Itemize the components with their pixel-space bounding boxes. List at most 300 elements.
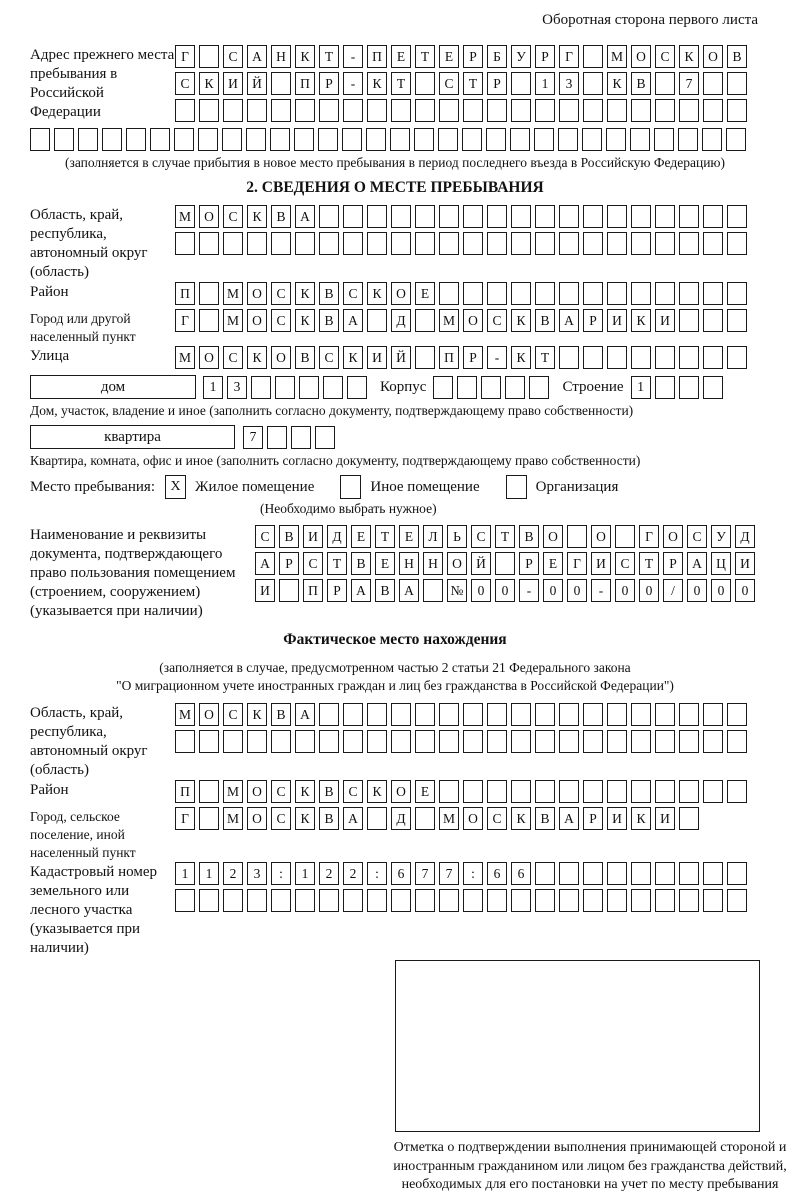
char-cell: [703, 703, 723, 726]
char-cell: С: [271, 807, 291, 830]
char-cell: Г: [175, 45, 195, 68]
char-cell: Т: [415, 45, 435, 68]
char-cell: 7: [415, 862, 435, 885]
char-cell: /: [663, 579, 683, 602]
char-cell: К: [247, 346, 267, 369]
page-side-note: Оборотная сторона первого листа: [542, 12, 758, 28]
char-cell: [439, 730, 459, 753]
char-cell: С: [271, 309, 291, 332]
char-cell: [559, 862, 579, 885]
char-cell: [631, 780, 651, 803]
char-cell: [559, 232, 579, 255]
char-cell: [367, 889, 387, 912]
char-cell: Ь: [447, 525, 467, 548]
char-cell: [415, 346, 435, 369]
char-cell: 2: [319, 862, 339, 885]
house-block: [30, 375, 760, 399]
char-cell: О: [247, 807, 267, 830]
char-cell: [463, 703, 483, 726]
char-cell: [271, 72, 291, 95]
char-cell: К: [511, 807, 531, 830]
document-row-1: [255, 525, 760, 548]
char-cell: [247, 730, 267, 753]
char-cell: Т: [535, 346, 555, 369]
char-cell: А: [343, 309, 363, 332]
apartment-block: [30, 425, 760, 449]
char-cell: [727, 730, 747, 753]
char-cell: [655, 346, 675, 369]
district-row: [175, 282, 760, 305]
document-block: [30, 525, 760, 621]
char-cell: [439, 282, 459, 305]
char-cell: О: [463, 807, 483, 830]
char-cell: М: [175, 703, 195, 726]
char-cell: С: [319, 346, 339, 369]
char-cell: [487, 99, 507, 122]
city-row: [175, 309, 760, 332]
char-cell: [247, 99, 267, 122]
char-cell: [511, 282, 531, 305]
city-label: Город или другой населенный пункт: [30, 311, 136, 344]
char-cell: М: [223, 807, 243, 830]
char-cell: [438, 128, 458, 151]
char-cell: [535, 703, 555, 726]
char-cell: [295, 889, 315, 912]
char-cell: [703, 376, 723, 399]
char-cell: [583, 889, 603, 912]
char-cell: С: [343, 282, 363, 305]
char-cell: С: [303, 552, 323, 575]
char-cell: [583, 99, 603, 122]
char-cell: [78, 128, 98, 151]
char-cell: [703, 99, 723, 122]
prev-address-label: Адрес прежнего места пребывания в Российской Федерации: [30, 47, 175, 120]
char-cell: [463, 730, 483, 753]
char-cell: С: [487, 309, 507, 332]
char-cell: 0: [615, 579, 635, 602]
char-cell: -: [591, 579, 611, 602]
char-cell: В: [351, 552, 371, 575]
char-cell: 1: [535, 72, 555, 95]
char-cell: Г: [175, 309, 195, 332]
char-cell: [727, 346, 747, 369]
char-cell: О: [247, 780, 267, 803]
char-cell: [535, 205, 555, 228]
char-cell: [126, 128, 146, 151]
char-cell: О: [391, 282, 411, 305]
char-cell: К: [247, 205, 267, 228]
char-cell: К: [607, 72, 627, 95]
char-cell: [391, 889, 411, 912]
char-cell: [246, 128, 266, 151]
char-cell: [726, 128, 746, 151]
char-cell: И: [223, 72, 243, 95]
char-cell: О: [271, 346, 291, 369]
char-cell: [294, 128, 314, 151]
char-cell: [727, 780, 747, 803]
char-cell: В: [535, 309, 555, 332]
house-box-label: дом: [30, 375, 196, 399]
char-cell: [679, 807, 699, 830]
char-cell: [582, 128, 602, 151]
char-cell: Е: [415, 780, 435, 803]
char-cell: [487, 889, 507, 912]
char-cell: Г: [639, 525, 659, 548]
char-cell: М: [175, 346, 195, 369]
char-cell: [655, 99, 675, 122]
actual-city-block: [30, 807, 760, 862]
char-cell: 0: [543, 579, 563, 602]
char-cell: [655, 889, 675, 912]
char-cell: [439, 205, 459, 228]
street-block: [30, 346, 760, 373]
char-cell: [414, 128, 434, 151]
char-cell: [511, 703, 531, 726]
stay-type-note: (Необходимо выбрать нужное): [260, 501, 437, 516]
char-cell: [199, 730, 219, 753]
char-cell: [558, 128, 578, 151]
char-cell: [367, 703, 387, 726]
char-cell: О: [199, 205, 219, 228]
char-cell: Т: [327, 552, 347, 575]
char-cell: Р: [463, 346, 483, 369]
char-cell: Р: [279, 552, 299, 575]
stay-type-block: [30, 475, 760, 499]
char-cell: Т: [639, 552, 659, 575]
char-cell: О: [463, 309, 483, 332]
char-cell: [315, 426, 335, 449]
char-cell: Д: [735, 525, 755, 548]
char-cell: К: [247, 703, 267, 726]
char-cell: [727, 72, 747, 95]
char-cell: [271, 99, 291, 122]
char-cell: 7: [679, 72, 699, 95]
char-cell: К: [367, 282, 387, 305]
char-cell: [175, 889, 195, 912]
char-cell: [30, 128, 50, 151]
char-cell: Й: [391, 346, 411, 369]
char-cell: [727, 862, 747, 885]
char-cell: [511, 72, 531, 95]
char-cell: [559, 99, 579, 122]
char-cell: [319, 99, 339, 122]
option-inoe-label: Иное помещение: [370, 478, 480, 495]
char-cell: [423, 579, 443, 602]
prev-address-row-1: [175, 45, 760, 68]
char-cell: [198, 128, 218, 151]
char-cell: В: [319, 282, 339, 305]
char-cell: [559, 889, 579, 912]
char-cell: [247, 232, 267, 255]
char-cell: [631, 99, 651, 122]
char-cell: [150, 128, 170, 151]
char-cell: [391, 205, 411, 228]
char-cell: [199, 780, 219, 803]
char-cell: [511, 99, 531, 122]
house-note: Дом, участок, владение и иное (заполнить согласно документу, подтверждающему право собственности): [30, 403, 634, 418]
char-cell: [295, 232, 315, 255]
char-cell: [727, 99, 747, 122]
char-cell: 0: [495, 579, 515, 602]
char-cell: 7: [243, 426, 263, 449]
char-cell: И: [735, 552, 755, 575]
char-cell: А: [399, 579, 419, 602]
char-cell: Б: [487, 45, 507, 68]
char-cell: [415, 889, 435, 912]
char-cell: [318, 128, 338, 151]
char-cell: [343, 730, 363, 753]
char-cell: [703, 232, 723, 255]
char-cell: [367, 99, 387, 122]
char-cell: С: [223, 346, 243, 369]
char-cell: С: [271, 282, 291, 305]
char-cell: [631, 346, 651, 369]
char-cell: В: [279, 525, 299, 548]
confirmation-stamp-box: [395, 960, 760, 1132]
char-cell: Р: [583, 807, 603, 830]
char-cell: [366, 128, 386, 151]
char-cell: Р: [487, 72, 507, 95]
document-label: Наименование и реквизиты документа, подтверждающего право пользования помещением (строением, сооружением) (указывается при наличии): [30, 527, 236, 619]
char-cell: [631, 282, 651, 305]
char-cell: С: [487, 807, 507, 830]
char-cell: [343, 232, 363, 255]
char-cell: [433, 376, 453, 399]
char-cell: [607, 862, 627, 885]
actual-region-row-2: [175, 730, 760, 753]
district-label: Район: [30, 284, 69, 300]
char-cell: Е: [375, 552, 395, 575]
char-cell: Е: [415, 282, 435, 305]
char-cell: Р: [535, 45, 555, 68]
checkbox-zhiloe: [165, 475, 186, 499]
char-cell: [727, 309, 747, 332]
char-cell: [510, 128, 530, 151]
char-cell: К: [511, 309, 531, 332]
char-cell: [583, 45, 603, 68]
char-cell: [439, 232, 459, 255]
char-cell: [342, 128, 362, 151]
char-cell: А: [559, 807, 579, 830]
char-cell: И: [255, 579, 275, 602]
char-cell: [487, 703, 507, 726]
char-cell: [511, 205, 531, 228]
char-cell: [703, 862, 723, 885]
char-cell: О: [543, 525, 563, 548]
confirmation-note: Отметка о подтверждении выполнения принимающей стороной и иностранным гражданином или лицом без гражданства действий, необходимых для его постановки на учет по месту пребывания: [393, 1140, 787, 1192]
char-cell: [199, 309, 219, 332]
char-cell: П: [303, 579, 323, 602]
char-cell: [415, 703, 435, 726]
char-cell: А: [559, 309, 579, 332]
char-cell: [415, 205, 435, 228]
char-cell: [367, 807, 387, 830]
char-cell: К: [295, 309, 315, 332]
char-cell: [391, 99, 411, 122]
actual-district-label: Район: [30, 782, 69, 798]
char-cell: [505, 376, 525, 399]
char-cell: Т: [463, 72, 483, 95]
char-cell: 7: [439, 862, 459, 885]
char-cell: [367, 730, 387, 753]
char-cell: [275, 376, 295, 399]
char-cell: [678, 128, 698, 151]
option-zhiloe-label: Жилое помещение: [195, 478, 315, 495]
char-cell: [319, 703, 339, 726]
char-cell: [583, 780, 603, 803]
char-cell: К: [631, 807, 651, 830]
char-cell: [559, 205, 579, 228]
char-cell: [267, 426, 287, 449]
actual-district-block: [30, 780, 760, 807]
char-cell: [199, 45, 219, 68]
char-cell: [607, 205, 627, 228]
stroenie-label: Строение: [562, 378, 624, 395]
char-cell: [583, 72, 603, 95]
char-cell: -: [487, 346, 507, 369]
char-cell: О: [591, 525, 611, 548]
char-cell: Е: [351, 525, 371, 548]
char-cell: 0: [639, 579, 659, 602]
char-cell: В: [319, 807, 339, 830]
actual-city-label: Город, сельское поселение, иной населенный пункт: [30, 809, 136, 860]
char-cell: Г: [567, 552, 587, 575]
char-cell: [727, 703, 747, 726]
char-cell: [391, 703, 411, 726]
char-cell: М: [439, 807, 459, 830]
house-number-row: [203, 376, 371, 399]
char-cell: У: [511, 45, 531, 68]
char-cell: А: [247, 45, 267, 68]
char-cell: 2: [223, 862, 243, 885]
char-cell: [703, 205, 723, 228]
char-cell: Н: [271, 45, 291, 68]
char-cell: [655, 72, 675, 95]
char-cell: 0: [471, 579, 491, 602]
char-cell: А: [343, 807, 363, 830]
char-cell: [679, 862, 699, 885]
char-cell: [679, 282, 699, 305]
char-cell: М: [223, 282, 243, 305]
char-cell: [439, 780, 459, 803]
char-cell: [567, 525, 587, 548]
char-cell: [439, 99, 459, 122]
char-cell: В: [319, 780, 339, 803]
char-cell: [222, 128, 242, 151]
char-cell: О: [247, 309, 267, 332]
region-block: [30, 205, 760, 282]
char-cell: К: [367, 780, 387, 803]
char-cell: К: [295, 282, 315, 305]
char-cell: [727, 232, 747, 255]
char-cell: [607, 780, 627, 803]
char-cell: К: [295, 780, 315, 803]
actual-district-row: [175, 780, 760, 803]
char-cell: [511, 780, 531, 803]
char-cell: [279, 579, 299, 602]
char-cell: [655, 376, 675, 399]
char-cell: [415, 72, 435, 95]
char-cell: В: [519, 525, 539, 548]
prev-address-row-2: [175, 72, 760, 95]
char-cell: [481, 376, 501, 399]
char-cell: [511, 730, 531, 753]
char-cell: С: [175, 72, 195, 95]
char-cell: [679, 780, 699, 803]
char-cell: 3: [559, 72, 579, 95]
stay-type-label: Место пребывания:: [30, 478, 155, 495]
char-cell: [703, 346, 723, 369]
char-cell: [535, 889, 555, 912]
char-cell: Е: [543, 552, 563, 575]
korpus-label: Корпус: [380, 378, 427, 395]
char-cell: О: [631, 45, 651, 68]
char-cell: Т: [495, 525, 515, 548]
char-cell: [319, 232, 339, 255]
char-cell: И: [303, 525, 323, 548]
char-cell: [655, 232, 675, 255]
char-cell: [607, 282, 627, 305]
char-cell: [199, 282, 219, 305]
char-cell: С: [223, 45, 243, 68]
char-cell: Й: [247, 72, 267, 95]
char-cell: [559, 730, 579, 753]
char-cell: :: [367, 862, 387, 885]
char-cell: [703, 309, 723, 332]
char-cell: [655, 862, 675, 885]
street-label: Улица: [30, 348, 70, 364]
char-cell: Р: [319, 72, 339, 95]
char-cell: М: [223, 309, 243, 332]
char-cell: [583, 205, 603, 228]
char-cell: И: [655, 309, 675, 332]
char-cell: 0: [711, 579, 731, 602]
actual-city-row: [175, 807, 760, 830]
char-cell: С: [471, 525, 491, 548]
char-cell: 1: [199, 862, 219, 885]
char-cell: [343, 99, 363, 122]
char-cell: 1: [631, 376, 651, 399]
char-cell: Т: [375, 525, 395, 548]
char-cell: И: [607, 807, 627, 830]
char-cell: [703, 780, 723, 803]
char-cell: [463, 205, 483, 228]
char-cell: [175, 730, 195, 753]
actual-region-block: [30, 703, 760, 780]
char-cell: [583, 232, 603, 255]
char-cell: [457, 376, 477, 399]
char-cell: 0: [567, 579, 587, 602]
char-cell: [702, 128, 722, 151]
char-cell: [175, 99, 195, 122]
char-cell: №: [447, 579, 467, 602]
char-cell: [495, 552, 515, 575]
actual-location-note-line1: (заполняется в случае, предусмотренном частью 2 статьи 21 Федерального закона: [159, 660, 631, 675]
cadastral-row-1: [175, 862, 760, 885]
char-cell: [463, 282, 483, 305]
char-cell: П: [175, 780, 195, 803]
char-cell: В: [319, 309, 339, 332]
char-cell: [175, 232, 195, 255]
char-cell: 3: [227, 376, 247, 399]
apartment-row: [243, 426, 339, 449]
char-cell: [679, 730, 699, 753]
char-cell: [487, 205, 507, 228]
char-cell: [343, 703, 363, 726]
char-cell: П: [295, 72, 315, 95]
char-cell: [529, 376, 549, 399]
char-cell: [535, 232, 555, 255]
